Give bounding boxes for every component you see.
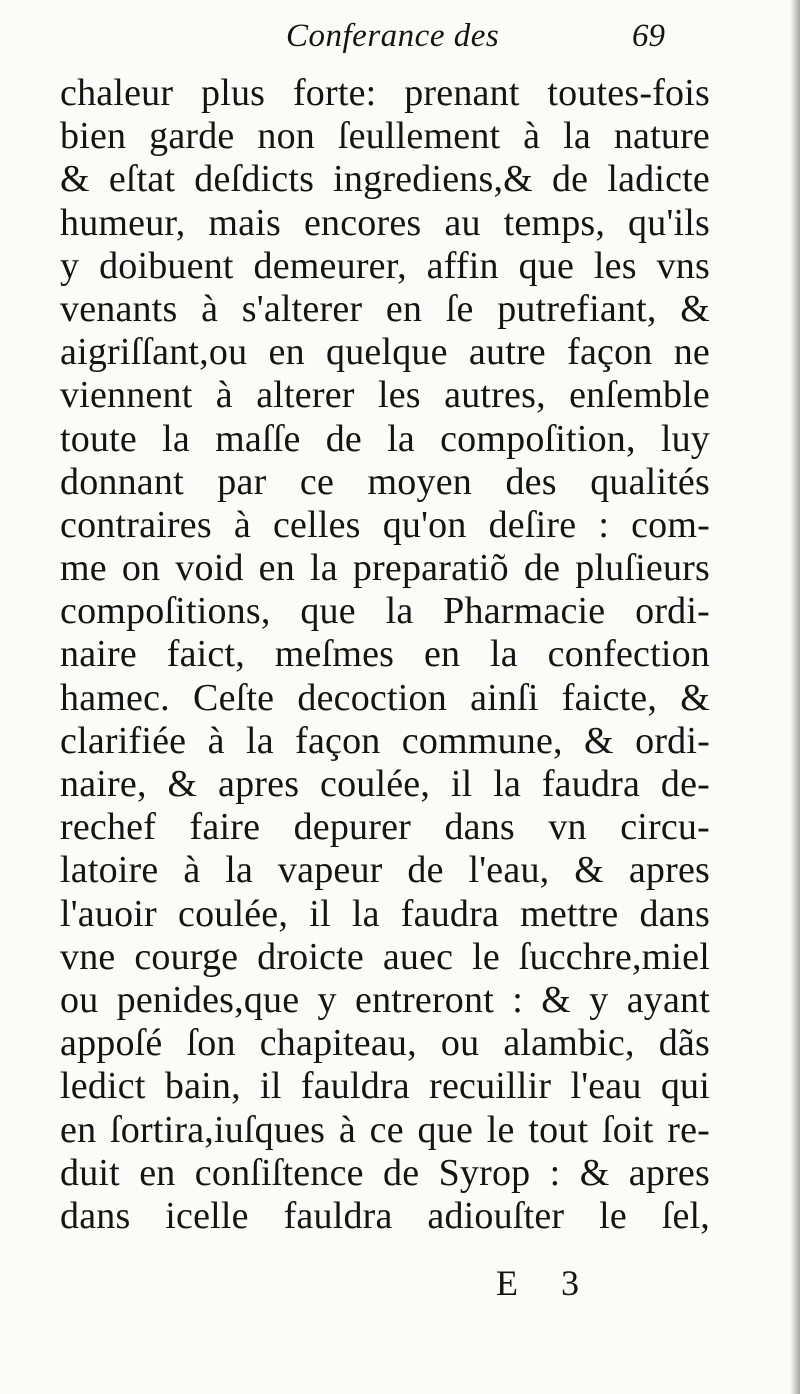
- running-title: Conferance des: [286, 18, 500, 54]
- text-line: & eſtat deſdicts ingrediens,& de ladicte: [60, 158, 710, 201]
- text-line: duit en conſiſtence de Syrop : & apres: [60, 1151, 710, 1194]
- text-line: dans icelle fauldra adiouſter le ſel,: [60, 1194, 710, 1237]
- text-line: toute la maſſe de la compoſition, luy: [60, 417, 710, 460]
- text-line: donnant par ce moyen des qualités: [60, 460, 710, 503]
- text-line: ledict bain, il fauldra recuillir l'eau qui: [60, 1065, 710, 1108]
- text-line: clarifiée à la façon commune, & ordi-: [60, 719, 710, 762]
- text-line: appoſé ſon chapiteau, ou alambic, dãs: [60, 1022, 710, 1065]
- text-line: vne courge droicte auec le ſucchre,miel: [60, 935, 710, 978]
- signature-letter: E: [496, 1263, 519, 1303]
- text-line: chaleur plus forte: prenant toutes-fois: [60, 72, 710, 114]
- signature-number: 3: [561, 1263, 580, 1303]
- text-line: compoſitions, que la Pharmacie ordi-: [60, 590, 710, 633]
- text-line: contraires à celles qu'on deſire : com-: [60, 503, 710, 546]
- signature-mark: [496, 1262, 580, 1304]
- text-line: y doibuent demeurer, affin que les vns: [60, 244, 710, 287]
- page-edge-shadow: [790, 0, 800, 1394]
- text-line: naire, & apres coulée, il la faudra de-: [60, 763, 710, 805]
- text-line: me on void en la preparatiõ de pluſieurs: [60, 547, 710, 590]
- page-number: 69: [632, 18, 665, 54]
- text-line: bien garde non ſeullement à la nature: [60, 115, 710, 158]
- text-line: rechef faire depurer dans vn circu-: [60, 806, 710, 849]
- body-text: [60, 72, 710, 1238]
- text-line: humeur, mais encores au temps, qu'ils: [60, 201, 710, 244]
- text-line: l'auoir coulée, il la faudra mettre dans: [60, 892, 710, 935]
- text-line: venants à s'alterer en ſe putrefiant, &: [60, 287, 710, 330]
- text-line: aigriſſant,ou en quelque autre façon ne: [60, 331, 710, 374]
- running-head: [0, 18, 800, 68]
- text-line: hamec. Ceſte decoction ainſi faicte, &: [60, 676, 710, 719]
- text-line: en ſortira,iuſques à ce que le tout ſoit re-: [60, 1108, 710, 1151]
- text-line: naire faict, meſmes en la confection: [60, 633, 710, 676]
- text-line: viennent à alterer les autres, enſemble: [60, 374, 710, 417]
- text-line: latoire à la vapeur de l'eau, & apres: [60, 849, 710, 892]
- text-line: ou penides,que y entreront : & y ayant: [60, 978, 710, 1021]
